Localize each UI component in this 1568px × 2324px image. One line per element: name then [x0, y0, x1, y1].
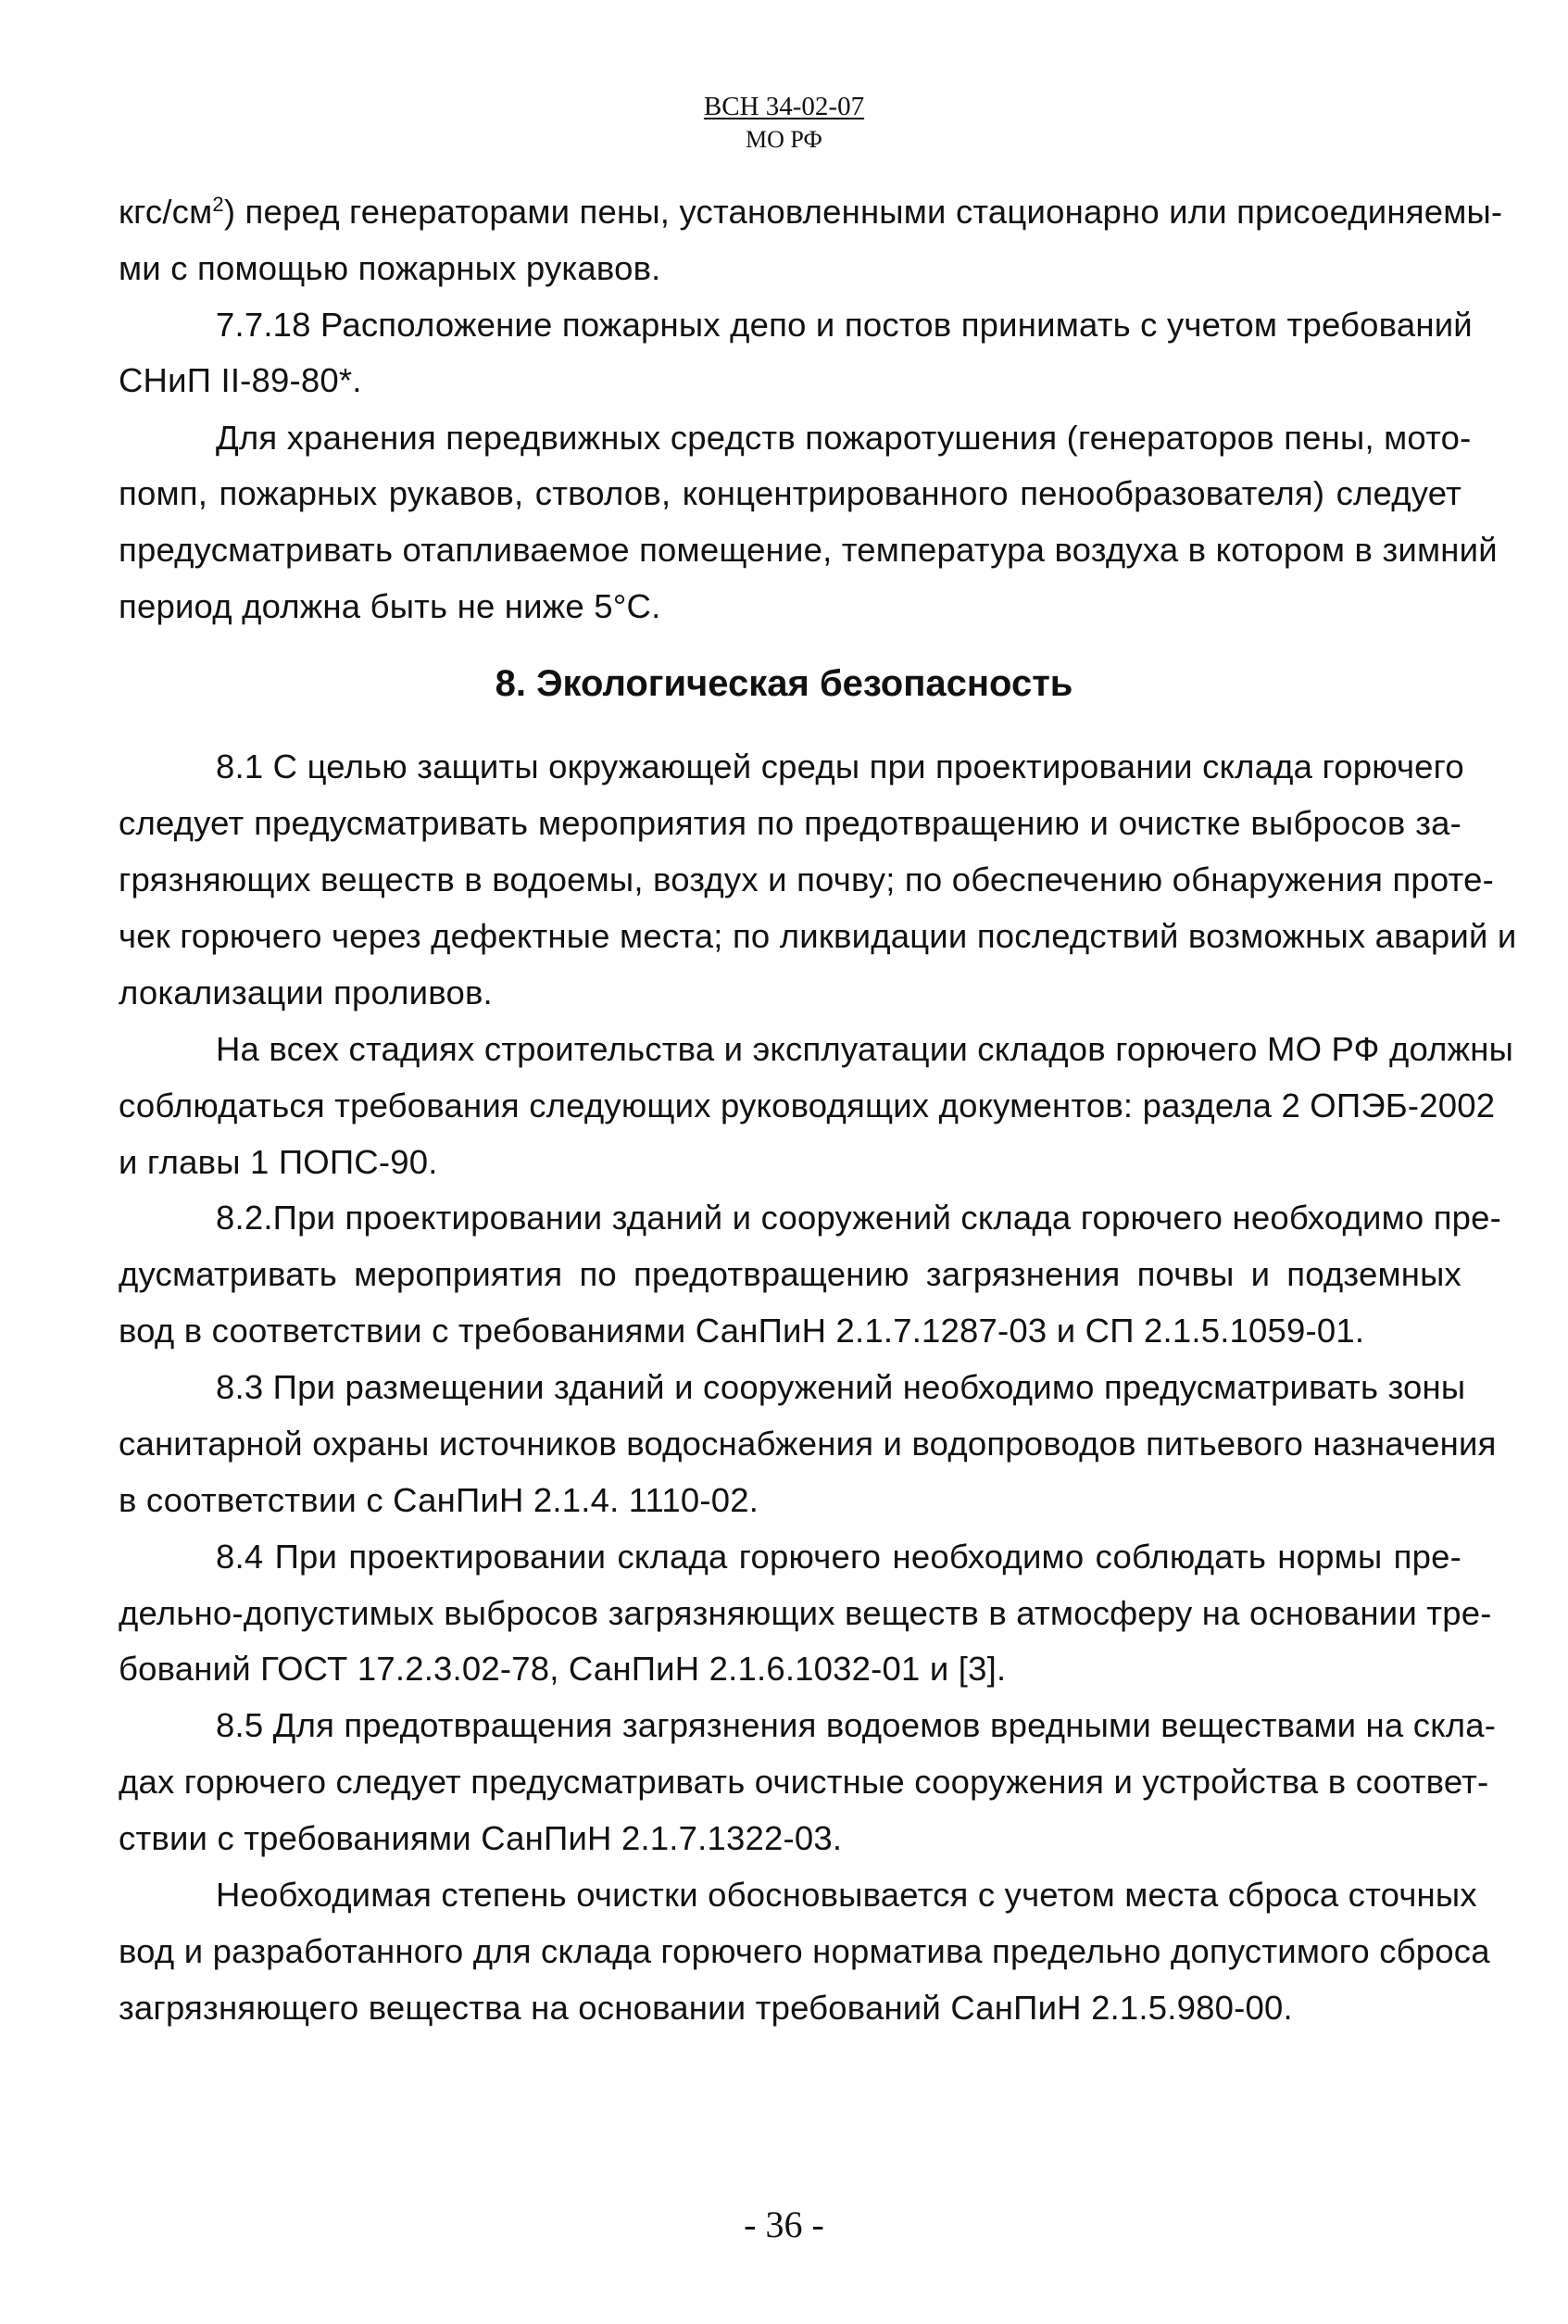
- text-line: помп, пожарных рукавов, стволов, концентрированного пенообразователя) следует: [119, 474, 1461, 512]
- text-line: дельно-допустимых выбросов загрязняющих веществ в атмосферу на основании тре-: [119, 1594, 1492, 1632]
- text-line: и главы 1 ПОПС-90.: [119, 1143, 438, 1181]
- text-line: следует предусматривать мероприятия по предотвращению и очистке выбросов за-: [119, 804, 1461, 842]
- text-line: соблюдаться требования следующих руководящих документов: раздела 2 ОПЭБ-2002: [119, 1087, 1496, 1124]
- page-number: - 36 -: [744, 2204, 824, 2245]
- text-line: 8.3 При размещении зданий и сооружений необходимо предусматривать зоны: [216, 1368, 1466, 1406]
- text-line: загрязняющего вещества на основании требований СанПиН 2.1.5.980-00.: [119, 1989, 1293, 2027]
- text-line: На всех стадиях строительства и эксплуатации складов горючего МО РФ должны: [216, 1030, 1514, 1068]
- text-line: 8.5 Для предотвращения загрязнения водоемов вредными веществами на скла-: [216, 1706, 1497, 1744]
- text-line: санитарной охраны источников водоснабжения и водопроводов питьевого назначения: [119, 1425, 1497, 1463]
- superscript: 2: [212, 192, 224, 216]
- text-line: вод в соответствии с требованиями СанПиН 2.1.7.1287-03 и СП 2.1.5.1059-01.: [119, 1312, 1365, 1350]
- text-line: предусматривать отапливаемое помещение, температура воздуха в котором в зимний: [119, 531, 1498, 569]
- section-heading: 8. Экологическая безопасность: [495, 663, 1073, 704]
- text-line: период должна быть не ниже 5°С.: [119, 587, 661, 625]
- text-line: 8.1 С целью защиты окружающей среды при проектировании склада горючего: [216, 747, 1464, 785]
- document-code-header: [0, 91, 1568, 122]
- text-line: 7.7.18 Расположение пожарных депо и постов принимать с учетом требований: [216, 306, 1473, 344]
- text-line: в соответствии с СанПиН 2.1.4. 1110-02.: [119, 1481, 759, 1519]
- document-org-header: МО РФ: [746, 126, 822, 153]
- text-line: вод и разработанного для склада горючего норматива предельно допустимого сброса: [119, 1932, 1490, 1970]
- text-line: чек горючего через дефектные места; по ликвидации последствий возможных аварий и: [119, 917, 1517, 955]
- text-line: дах горючего следует предусматривать очистные сооружения и устройства в соответ-: [119, 1763, 1489, 1801]
- text-line: 8.2.При проектировании зданий и сооружений склада горючего необходимо пре-: [216, 1199, 1502, 1237]
- text-line: дусматривать мероприятия по предотвращению загрязнения почвы и подземных: [119, 1255, 1461, 1293]
- text-line: Необходимая степень очистки обосновывается с учетом места сброса сточных: [216, 1876, 1477, 1914]
- text-line: Для хранения передвижных средств пожаротушения (генераторов пены, мото-: [216, 419, 1472, 457]
- text-line: локализации проливов.: [119, 974, 493, 1011]
- document-code: ВСН 34-02-07: [703, 92, 865, 121]
- text-line: кгс/$см^2$) перед генераторами пены, установленными стационарно или присоединяемы-: [119, 192, 1503, 231]
- text-line: ми с помощью пожарных рукавов.: [119, 249, 661, 287]
- text-line: грязняющих веществ в водоемы, воздух и почву; по обеспечению обнаружения проте-: [119, 861, 1494, 898]
- text-line: 8.4 При проектировании склада горючего необходимо соблюдать нормы пре-: [216, 1538, 1461, 1576]
- text-line: бований ГОСТ 17.2.3.02-78, СанПиН 2.1.6.1032-01 и [3].: [119, 1650, 1007, 1688]
- text-line: СНиП II-89-80*.: [119, 361, 362, 399]
- text-line: ствии с требованиями СанПиН 2.1.7.1322-03.: [119, 1819, 843, 1857]
